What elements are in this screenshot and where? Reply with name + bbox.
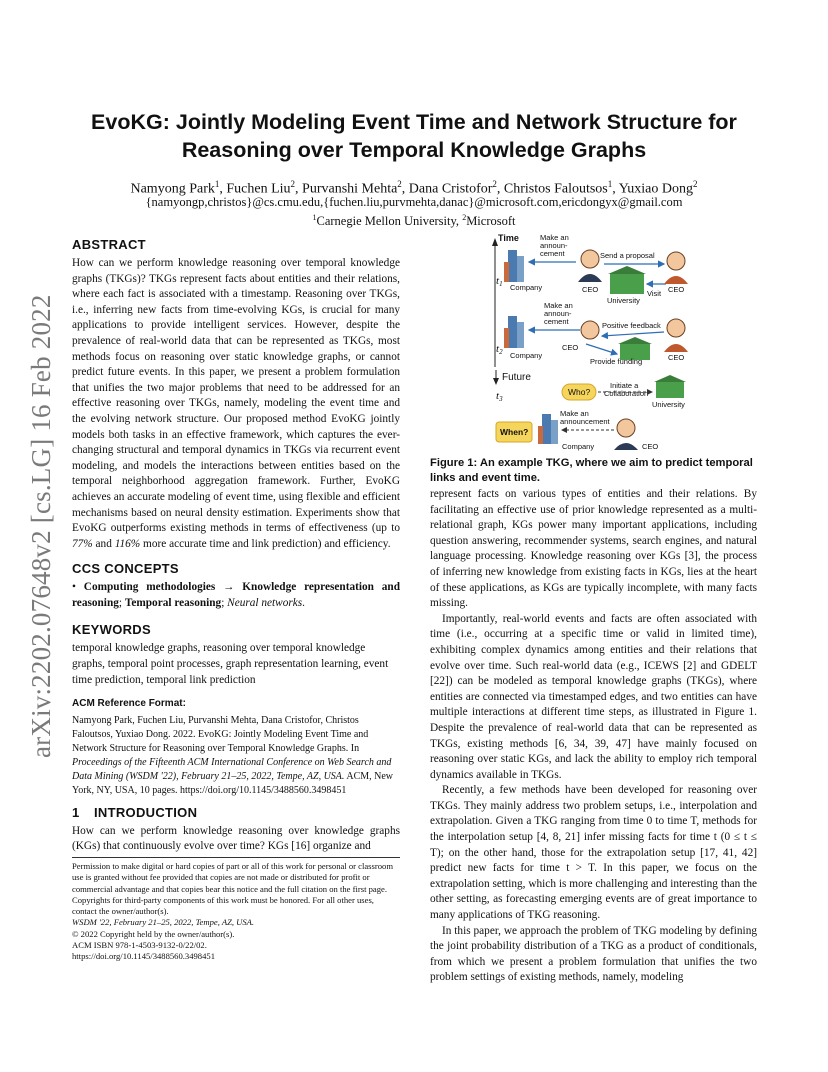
abstract-pct2: 116% (114, 537, 141, 550)
company-label-2: Company (510, 351, 543, 360)
affil-sup: 2 (462, 213, 467, 222)
ccs-sep: ; (118, 596, 125, 609)
intro-text: How can we perform knowledge reasoning over knowledge graphs (KGs) that continuously evolve over time? KGs [16] organize and (72, 824, 400, 853)
ccs-sep: ; (221, 596, 228, 609)
ceo-label-1: CEO (582, 285, 599, 294)
initiate-2: Collaboration (604, 389, 649, 398)
intro-heading (72, 804, 400, 821)
edge-feedback (602, 332, 664, 336)
permission-text: Permission to make digital or hard copies of part or all of this work for personal or classroom use is granted without fee provided that copies are not made or distributed for profit or commercial advantage and that copies bear this notice and the full citation on the first page. Copyrights for third-party components of this work must be honored. For all other uses, contact the owner/author(s). (72, 861, 393, 917)
ceo-person-icon (664, 252, 688, 284)
who-label: Who? (568, 387, 591, 397)
when-label: When? (500, 427, 529, 437)
make-ann-2a: Make an (544, 301, 573, 310)
company-label-1: Company (510, 283, 543, 292)
abstract-heading: ABSTRACT (72, 237, 146, 252)
positive-feedback-label: Positive feedback (602, 321, 661, 330)
abstract-mid: and (92, 537, 115, 550)
author-emails: {namyongp,christos}@cs.cmu.edu,{fuchen.liu,purvmehta,danac}@microsoft.com,ericdongyx@gmail.com (145, 195, 683, 209)
future-arrow-icon (493, 378, 499, 385)
ceo-person-icon (578, 250, 602, 282)
acm-ref-venue: Proceedings of the Fifteenth ACM International Conference on Web Search and Data Mining (WSDM '22), February 21–25, 2022, Tempe, AZ, USA. (72, 756, 392, 782)
time-label: Time (498, 233, 519, 243)
university-label-1: University (607, 296, 640, 305)
ccs-text (72, 580, 400, 611)
intro-paragraph-4: In this paper, we approach the problem of TKG modeling by defining the joint probability distribution of a TKG as a product of conditionals, from which we present a problem formulation that unifies the two problem settings of existing methods, namely, modeling (430, 924, 757, 984)
ceo-label-5: CEO (642, 442, 659, 451)
arxiv-identifier: arXiv:2202.07648v2 [cs.LG] 16 Feb 2022 (26, 294, 56, 758)
make-announcement-a: Make an (560, 409, 589, 418)
author: Yuxiao Dong (618, 181, 694, 197)
send-proposal-label: Send a proposal (600, 251, 655, 260)
ceo-label-2: CEO (668, 285, 685, 294)
author-sup: 2 (397, 179, 402, 189)
author-sup: 1 (607, 179, 613, 189)
ceo-label-4: CEO (668, 353, 685, 362)
t1-label: t1 (496, 275, 503, 288)
author-sup: 2 (693, 179, 698, 189)
ceo-label-3: CEO (562, 343, 579, 352)
footnote-venue: WSDM '22, February 21–25, 2022, Tempe, AZ, USA. (72, 917, 255, 928)
company-building-icon (504, 316, 524, 348)
ceo-person-icon (614, 419, 638, 450)
make-ann-1b: announ- (540, 241, 568, 250)
ccs-part2: Temporal reasoning (124, 596, 222, 609)
intro-title: INTRODUCTION (94, 804, 198, 820)
ceo-person-icon (581, 321, 599, 339)
right-column-body (430, 487, 757, 986)
affiliations (40, 210, 788, 229)
ccs-bullet: • (72, 581, 84, 594)
make-ann-1a: Make an (540, 233, 569, 242)
author: Dana Cristofor (408, 181, 493, 197)
company-label-3: Company (562, 442, 595, 451)
t3-label: t3 (496, 390, 503, 403)
author: Fuchen Liu (226, 181, 291, 197)
make-announcement-b: announcement (560, 417, 610, 426)
ccs-end: . (302, 596, 305, 609)
ccs-heading: CCS CONCEPTS (72, 561, 179, 577)
author: Purvanshi Mehta (302, 181, 398, 197)
abstract-pct1: 77% (72, 537, 93, 550)
figure-caption: Figure 1: An example TKG, where we aim to predict temporal links and event time. (430, 457, 753, 484)
company-building-icon (504, 250, 524, 282)
acm-ref-text (72, 714, 400, 798)
university-building-icon (608, 266, 646, 294)
university-building-icon (654, 375, 686, 398)
intro-paragraph-2: Importantly, real-world events and facts are often associated with time (i.e., occurring at a specific time or valid in limited time), exhibiting complex dynamics among entities and their relations that evolve over time. Such real-world data (e.g., ICEWS [2] and GDELT [22]) can be modeled as temporal knowledge graphs (TKGs), where entities are connected via timestamped edges, and two entities can have multiple interactions at different time steps, as illustrated in Figure 1. Despite the prevalence of real-world data that can be represented as TKGs, existing methods [6, 34, 39, 47] have mainly focused on reasoning over static KGs, and lack the ability to employ rich temporal dynamics available in TKGs. (430, 612, 757, 781)
visit-label: Visit (647, 289, 662, 298)
acm-reference (72, 696, 400, 798)
abstract-body: How can we perform knowledge reasoning over temporal knowledge graphs (TKGs)? TKGs represent facts about entities and their relations, where each fact is associated with a timestamp. Reasoning over TKGs, i.e., inferring new facts from time-evolving KGs, is crucial for many applications to provide intelligent services. However, despite the prevalence of real-world data that can be represented as TKGs, most methods focus on reasoning over static knowledge graphs, or cannot predict future events. In this paper, we present a problem formulation that unifies the two major problems that need to be addressed for an effective reasoning over TKGs, namely, modeling the event time and the evolving network structure. Our proposed method EvoKG jointly models both tasks in an effective framework, which captures the ever-changing structural and temporal dynamics in TKGs via recurrent event modeling, and models the interactions between entities based on the temporal neighborhood aggregation framework. Further, EvoKG achieves an accurate modeling of event time, using flexible and efficient mechanisms based on neural density estimation. Experiments show that EvoKG outperforms existing methods in terms of effectiveness (up to (72, 257, 400, 535)
affil-sup: 1 (312, 213, 317, 222)
edge-funding (586, 344, 617, 354)
paper-title (60, 108, 768, 164)
make-ann-1c: cement (540, 249, 565, 258)
ccs-part3: Neural networks (227, 596, 303, 609)
t2-label: t2 (496, 343, 503, 356)
figure-1 (492, 232, 702, 452)
footnote-isbn: ACM ISBN 978-1-4503-9132-0/22/02. (72, 940, 207, 951)
author: Christos Faloutsos (503, 181, 608, 197)
author-sup: 1 (214, 179, 220, 189)
acm-ref-part1: Namyong Park, Fuchen Liu, Purvanshi Mehta, Dana Cristofor, Christos Faloutsos, Yuxiao Dong. 2022. EvoKG: Jointly Modeling Event Time and Network Structure for Reasoning over Temporal Knowledge Graphs. In (72, 714, 369, 754)
left-column (72, 236, 400, 855)
keywords-text: temporal knowledge graphs, reasoning over temporal knowledge graphs, temporal point processes, graph representation learning, event time prediction, temporal link prediction (72, 642, 389, 686)
provide-funding-label: Provide funding (590, 357, 643, 366)
affiliation: Microsoft (466, 214, 516, 229)
author-sup: 2 (290, 179, 296, 189)
author-sup: 2 (492, 179, 497, 189)
future-label: Future (502, 372, 531, 383)
affiliation: Carnegie Mellon University, (316, 214, 463, 229)
abstract-tail: more accurate time and link prediction) and efficiency. (140, 537, 391, 550)
make-ann-2c: cement (544, 317, 569, 326)
intro-number: 1 (72, 804, 80, 820)
acm-ref-heading: ACM Reference Format: (72, 698, 186, 710)
author: Namyong Park (130, 181, 215, 197)
intro-paragraph-3: Recently, a few methods have been developed for reasoning over TKGs. They mainly address two problem setups, i.e., interpolation and extrapolation. Given a TKG ranging from time 0 to time T, methods for the interpolation setup [4, 8, 21] infer missing facts for time t (0 ≤ t ≤ T); on the other hand, those for the extrapolation setup [17, 41, 42] predict new facts for time t > T. In this paper, we focus on the extrapolation setting, which is more challenging and interesting than the other setting, as forecasting emerging events are of great importance to many applications of TKG reasoning. (430, 784, 757, 922)
intro-paragraph-1: represent facts on various types of entities and their relations. By facilitating an effective use of prior knowledge represented as a multi-relational graph, KGs power many important applications, including question answering, recommender systems, search engines, and natural language processing. Knowledge reasoning over KGs [3], the process of inferring new knowledge from existing facts in KGs, lies at the heart of these applications, as KGs are typically incomplete, with many facts missing. (430, 488, 757, 610)
keywords-heading: KEYWORDS (72, 622, 151, 638)
abstract-text (72, 256, 400, 552)
initiate-1: Initiate a (610, 381, 639, 390)
footnote-copyright: © 2022 Copyright held by the owner/author(s). (72, 928, 235, 939)
copyright-footnote (72, 857, 400, 963)
company-building-icon (538, 414, 558, 444)
author-list: Namyong Park$^1$, Fuchen Liu$^2$, Purvanshi Mehta$^2$, Dana Cristofor$^2$, Christos Faloutsos$^1$, Yuxiao Dong$^2$ (130, 179, 698, 197)
ceo-person-icon (664, 319, 688, 352)
university-label-2: University (652, 400, 685, 409)
tkg-illustration (492, 232, 702, 452)
ccs-part1: Computing methodologies → Knowledge representation and reasoning (72, 581, 400, 609)
footnote-doi: https://doi.org/10.1145/3488560.3498451 (72, 951, 215, 962)
acm-ref-part2: ACM, New York, NY, USA, 10 pages. https://doi.org/10.1145/3488560.3498451 (72, 770, 394, 796)
title-line-2: Reasoning over Temporal Knowledge Graphs (181, 138, 647, 162)
make-ann-2b: announ- (544, 309, 572, 318)
title-line-1: EvoKG: Jointly Modeling Event Time and Network Structure for (91, 110, 737, 134)
